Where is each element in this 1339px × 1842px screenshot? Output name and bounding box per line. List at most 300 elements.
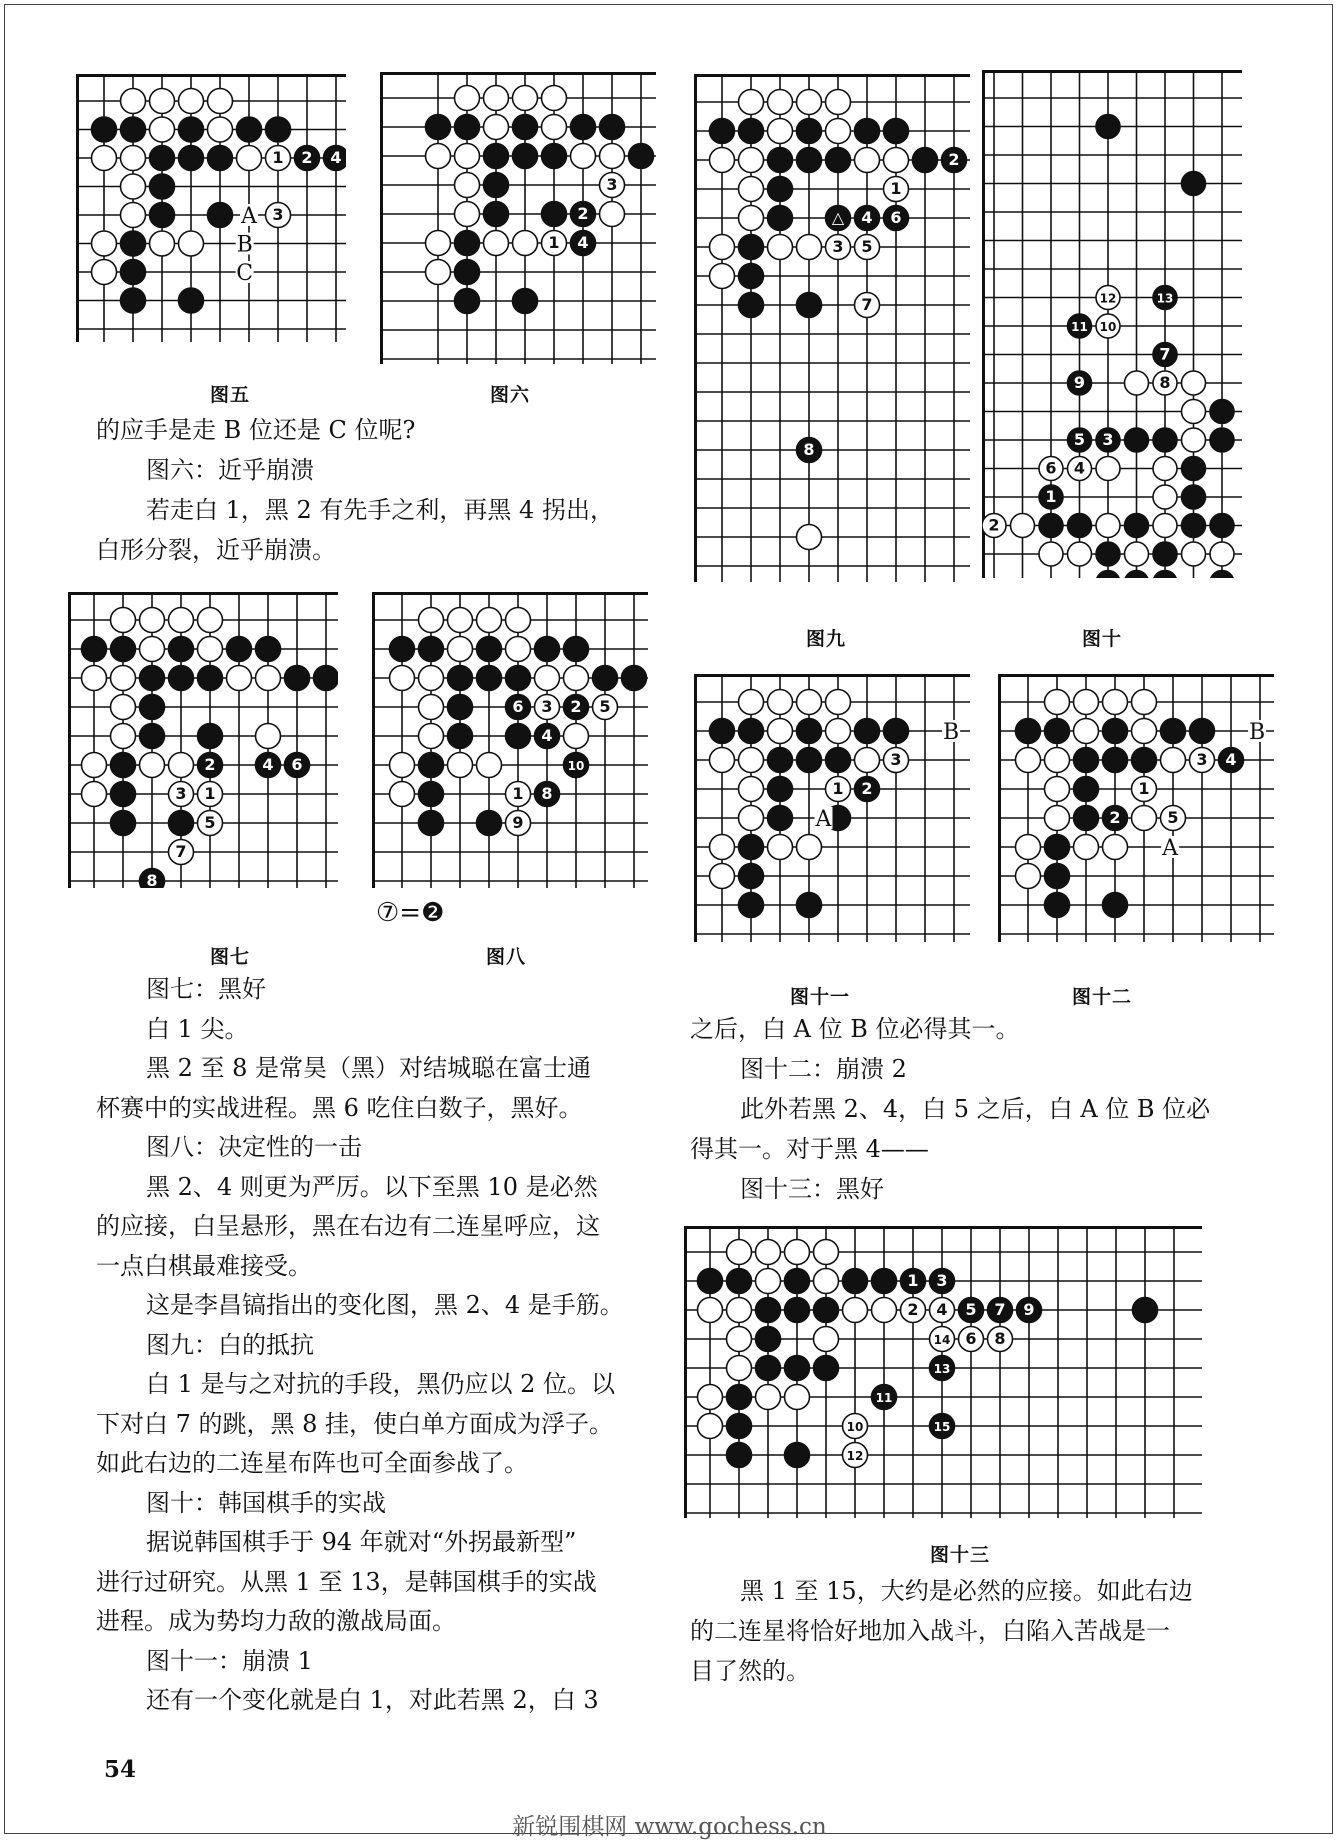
white-stone <box>727 1240 752 1265</box>
black-stone <box>513 144 538 169</box>
black-stone <box>1153 571 1177 579</box>
move-number-label: 2 <box>577 204 589 223</box>
white-stone <box>198 637 223 662</box>
white-stone <box>1103 690 1128 715</box>
text-line: 图十一：崩溃 1 <box>146 1646 313 1675</box>
board-fig8 <box>372 592 648 888</box>
white-stone <box>1074 690 1099 715</box>
white-stone <box>419 695 444 720</box>
white-stone <box>1210 542 1234 566</box>
go-board-svg <box>684 1226 1202 1518</box>
black-stone <box>285 666 310 691</box>
white-stone <box>1125 542 1149 566</box>
black-stone <box>814 1356 839 1381</box>
black-stone <box>826 206 851 231</box>
black-stone <box>484 173 509 198</box>
black-stone <box>140 666 165 691</box>
move-number-label: 1 <box>512 784 524 803</box>
black-stone <box>484 202 509 227</box>
black-stone <box>710 719 735 744</box>
black-stone <box>1132 748 1157 773</box>
board-fig6 <box>380 72 656 364</box>
white-stone <box>930 1298 955 1323</box>
black-stone <box>1182 172 1206 196</box>
white-stone <box>739 177 764 202</box>
go-board-svg <box>76 74 346 342</box>
white-stone <box>121 203 146 228</box>
black-stone <box>513 115 538 140</box>
black-stone <box>739 864 764 889</box>
go-board-svg <box>372 592 648 888</box>
white-stone <box>739 777 764 802</box>
black-stone <box>169 637 194 662</box>
move-number-label: 11 <box>875 1391 893 1405</box>
black-stone <box>1068 314 1092 338</box>
black-stone <box>455 260 480 285</box>
text-line: 下对白 7 的跳，黑 8 挂，使白单方面成为浮子。 <box>96 1409 614 1438</box>
text-line: 目了然的。 <box>690 1657 810 1685</box>
move-number-label: 6 <box>890 208 902 227</box>
move-number-label: 8 <box>803 440 815 459</box>
black-stone <box>884 719 909 744</box>
black-stone <box>1210 400 1234 424</box>
white-stone <box>814 1269 839 1294</box>
black-stone <box>855 777 880 802</box>
black-stone <box>739 719 764 744</box>
white-stone <box>884 748 909 773</box>
black-stone <box>1210 514 1234 538</box>
black-stone <box>455 231 480 256</box>
black-stone <box>1210 571 1234 579</box>
black-stone <box>942 148 967 173</box>
text-line: 图八：决定性的一击 <box>146 1133 362 1161</box>
white-stone <box>826 719 851 744</box>
black-stone <box>121 260 146 285</box>
go-board-svg <box>380 72 656 364</box>
footer-watermark: 新锐围棋网 www.gochess.cn <box>512 1814 827 1840</box>
move-number-label: 1 <box>204 784 216 803</box>
text-line: 这是李昌镐指出的变化图，黑 2、4 是手筋。 <box>146 1291 624 1319</box>
white-stone <box>92 260 117 285</box>
black-stone <box>150 146 175 171</box>
move-number-label: 2 <box>948 150 960 169</box>
white-stone <box>455 144 480 169</box>
black-stone <box>535 724 560 749</box>
move-number-label: 1 <box>1045 487 1057 506</box>
black-stone <box>698 1269 723 1294</box>
white-stone <box>179 89 204 114</box>
move-number-label: 4 <box>1225 750 1237 769</box>
white-stone <box>1045 777 1070 802</box>
move-number-label: 4 <box>936 1300 948 1319</box>
white-stone <box>571 144 596 169</box>
black-stone <box>448 666 473 691</box>
board-letter-mark: B <box>236 232 253 258</box>
text-line: 黑 1 至 15，大约是必然的应接。如此右边 <box>740 1577 1193 1605</box>
white-stone <box>826 777 851 802</box>
white-stone <box>506 637 531 662</box>
white-stone <box>1045 690 1070 715</box>
move-number-label: 1 <box>548 233 560 252</box>
board-fig10 <box>982 70 1242 578</box>
caption-fig6: 图六 <box>489 384 530 406</box>
white-stone <box>426 144 451 169</box>
move-number-label: 1 <box>1138 779 1150 798</box>
black-stone <box>768 806 793 831</box>
black-stone <box>111 811 136 836</box>
white-stone <box>1045 806 1070 831</box>
black-stone <box>506 695 531 720</box>
black-stone <box>855 719 880 744</box>
black-stone <box>121 231 146 256</box>
white-stone <box>593 695 618 720</box>
white-stone <box>237 146 262 171</box>
white-stone <box>484 231 509 256</box>
black-stone <box>179 117 204 142</box>
black-stone <box>285 753 310 778</box>
white-stone <box>698 1385 723 1410</box>
go-board-svg <box>982 70 1242 578</box>
black-stone <box>571 202 596 227</box>
black-stone <box>198 753 223 778</box>
white-stone <box>484 86 509 111</box>
white-stone <box>390 753 415 778</box>
white-stone <box>1039 542 1063 566</box>
white-stone <box>727 1356 752 1381</box>
white-stone <box>768 690 793 715</box>
black-stone <box>535 637 560 662</box>
white-stone <box>1190 748 1215 773</box>
white-stone <box>426 260 451 285</box>
white-stone <box>1016 864 1041 889</box>
black-stone <box>390 637 415 662</box>
white-stone <box>542 115 567 140</box>
black-stone <box>727 1443 752 1468</box>
white-stone <box>739 206 764 231</box>
text-line: 杯赛中的实战进程。黑 6 吃住白数子，黑好。 <box>96 1093 583 1122</box>
text-line: 图十三：黑好 <box>740 1175 884 1203</box>
white-stone <box>455 202 480 227</box>
white-stone <box>797 90 822 115</box>
black-stone <box>959 1298 984 1323</box>
black-stone <box>739 293 764 318</box>
white-stone <box>111 724 136 749</box>
black-stone <box>1096 115 1120 139</box>
white-stone <box>198 608 223 633</box>
white-stone <box>1125 371 1149 395</box>
black-stone <box>198 724 223 749</box>
black-stone <box>1161 719 1186 744</box>
white-stone <box>710 835 735 860</box>
white-stone <box>1182 542 1206 566</box>
white-stone <box>448 608 473 633</box>
black-stone <box>785 1356 810 1381</box>
move-number-label: 3 <box>541 697 553 716</box>
text-line: 还有一个变化就是白 1，对此若黑 2，白 3 <box>146 1686 599 1714</box>
black-stone <box>930 1356 955 1381</box>
text-line: 一点白棋最难接受。 <box>96 1251 312 1280</box>
black-stone <box>768 148 793 173</box>
black-stone <box>121 288 146 313</box>
white-stone <box>150 231 175 256</box>
white-stone <box>739 90 764 115</box>
white-stone <box>513 231 538 256</box>
white-stone <box>814 1327 839 1352</box>
black-stone <box>295 146 320 171</box>
move-number-label: 4 <box>1073 458 1086 478</box>
move-number-label: 2 <box>570 697 582 716</box>
white-stone <box>1132 777 1157 802</box>
board-fig9 <box>694 74 970 582</box>
text-line: 图十二：崩溃 2 <box>740 1055 907 1083</box>
black-stone <box>1045 835 1070 860</box>
move-number-label: 3 <box>272 205 284 224</box>
text-line: 此外若黑 2、4，白 5 之后，白 A 位 B 位必 <box>740 1095 1211 1123</box>
white-stone <box>826 235 851 260</box>
white-stone <box>843 1443 868 1468</box>
black-stone <box>1074 748 1099 773</box>
white-stone <box>600 144 625 169</box>
black-stone <box>1068 514 1092 538</box>
black-stone <box>797 748 822 773</box>
white-stone <box>1096 514 1120 538</box>
board-fig13 <box>684 1226 1202 1518</box>
black-stone <box>814 1298 839 1323</box>
black-stone <box>419 811 444 836</box>
black-stone <box>448 724 473 749</box>
text-line: 的应手是走 B 位还是 C 位呢? <box>96 416 416 444</box>
white-stone <box>1132 806 1157 831</box>
black-stone <box>797 293 822 318</box>
move-number-label: 7 <box>861 295 873 314</box>
black-stone <box>179 146 204 171</box>
black-stone <box>140 869 165 889</box>
black-stone <box>1103 806 1128 831</box>
board-letter-mark: B <box>1249 720 1266 745</box>
white-stone <box>208 89 233 114</box>
white-stone <box>1016 748 1041 773</box>
black-stone <box>506 666 531 691</box>
go-board-svg <box>694 74 970 582</box>
black-stone <box>739 264 764 289</box>
caption-fig7: 图七 <box>209 946 250 968</box>
white-stone <box>1182 428 1206 452</box>
move-number-label: 13 <box>933 1362 951 1376</box>
black-stone <box>1133 1298 1158 1323</box>
caption-fig9: 图九 <box>805 628 846 650</box>
white-stone <box>843 1414 868 1439</box>
black-stone <box>785 1443 810 1468</box>
white-stone <box>756 1240 781 1265</box>
white-stone <box>198 782 223 807</box>
move-number-label: 2 <box>988 515 1000 535</box>
white-stone <box>739 748 764 773</box>
text-line: 之后，白 A 位 B 位必得其一。 <box>690 1015 1020 1043</box>
text-line: 黑 2、4 则更为严厉。以下至黑 10 是必然 <box>146 1172 598 1201</box>
move-number-label: 3 <box>832 237 844 256</box>
white-stone <box>982 514 1006 538</box>
white-stone <box>855 293 880 318</box>
black-stone <box>768 748 793 773</box>
black-stone <box>1182 485 1206 509</box>
white-stone <box>111 608 136 633</box>
white-stone <box>542 86 567 111</box>
move-number-label: 9 <box>1023 1300 1035 1319</box>
move-number-label: 1 <box>832 779 844 798</box>
black-stone <box>564 637 589 662</box>
black-stone <box>169 666 194 691</box>
black-stone <box>1125 571 1149 579</box>
black-stone <box>111 782 136 807</box>
text-line: 若走白 1，黑 2 有先手之利，再黑 4 拐出， <box>146 496 614 524</box>
white-stone <box>448 753 473 778</box>
white-stone <box>1132 690 1157 715</box>
black-stone <box>198 666 223 691</box>
white-stone <box>82 666 107 691</box>
board-letter-mark: A <box>815 807 832 832</box>
text-line: 如此右边的二连星布阵也可全面参战了。 <box>96 1449 528 1477</box>
black-stone <box>477 637 502 662</box>
black-stone <box>797 719 822 744</box>
white-stone <box>739 148 764 173</box>
text-line: 图九：白的抵抗 <box>146 1330 314 1359</box>
white-stone <box>855 235 880 260</box>
black-stone <box>884 119 909 144</box>
black-stone <box>237 117 262 142</box>
white-stone <box>1153 457 1177 481</box>
move-number-label: 3 <box>1196 750 1208 769</box>
caption-fig10: 图十 <box>1081 628 1122 650</box>
move-number-label: 5 <box>1073 430 1086 449</box>
black-stone <box>1103 719 1128 744</box>
black-stone <box>785 1298 810 1323</box>
white-stone <box>484 115 509 140</box>
black-stone <box>208 203 233 228</box>
black-stone <box>1153 286 1177 310</box>
text-line: 白形分裂，近乎崩溃。 <box>96 536 336 564</box>
black-stone <box>564 695 589 720</box>
move-number-label: 6 <box>1045 458 1057 478</box>
white-stone <box>727 1327 752 1352</box>
white-stone <box>884 177 909 202</box>
black-stone <box>1153 428 1177 452</box>
black-stone <box>542 202 567 227</box>
move-number-label: 3 <box>175 784 187 803</box>
move-number-label: 5 <box>204 813 216 832</box>
black-stone <box>855 119 880 144</box>
black-stone <box>1125 514 1149 538</box>
black-stone <box>1039 514 1063 538</box>
black-stone <box>1068 428 1092 452</box>
black-stone <box>1125 428 1149 452</box>
white-stone <box>266 203 291 228</box>
black-stone <box>1045 893 1070 918</box>
white-stone <box>455 86 480 111</box>
black-stone <box>930 1414 955 1439</box>
white-stone <box>390 782 415 807</box>
white-stone <box>477 608 502 633</box>
board-letter-mark: A <box>241 204 257 229</box>
black-stone <box>314 666 339 691</box>
white-stone <box>82 753 107 778</box>
move-number-label: 4 <box>541 726 553 745</box>
white-stone <box>959 1327 984 1352</box>
white-stone <box>710 864 735 889</box>
white-stone <box>1153 514 1177 538</box>
go-board-svg <box>998 674 1274 942</box>
black-stone <box>901 1269 926 1294</box>
move-number-label: 8 <box>146 871 158 888</box>
board-fig7 <box>68 592 338 888</box>
white-stone <box>1096 286 1120 310</box>
black-stone <box>1096 571 1120 579</box>
white-stone <box>1153 371 1177 395</box>
black-stone <box>797 438 822 463</box>
white-stone <box>739 806 764 831</box>
black-stone <box>756 1356 781 1381</box>
white-stone <box>256 724 281 749</box>
black-stone <box>121 117 146 142</box>
white-stone <box>111 695 136 720</box>
white-stone <box>843 1298 868 1323</box>
white-stone <box>797 235 822 260</box>
move-number-label: 13 <box>1156 291 1174 306</box>
black-stone <box>542 144 567 169</box>
white-stone <box>419 608 444 633</box>
black-stone <box>535 782 560 807</box>
move-number-label: 3 <box>1102 430 1114 449</box>
white-stone <box>111 666 136 691</box>
white-stone <box>797 525 822 550</box>
white-stone <box>727 1298 752 1323</box>
black-stone <box>768 777 793 802</box>
white-stone <box>150 89 175 114</box>
white-stone <box>710 264 735 289</box>
white-stone <box>169 840 194 865</box>
white-stone <box>390 666 415 691</box>
black-stone <box>477 811 502 836</box>
black-stone <box>756 1298 781 1323</box>
black-stone <box>872 1269 897 1294</box>
white-stone <box>448 637 473 662</box>
move-number-label: 12 <box>1099 291 1117 306</box>
text-line: 的应接，白呈悬形，黑在右边有二连星呼应，这 <box>96 1212 600 1240</box>
page-number: 54 <box>104 1756 137 1783</box>
white-stone <box>1045 748 1070 773</box>
black-stone <box>506 724 531 749</box>
white-stone <box>768 835 793 860</box>
white-stone <box>564 666 589 691</box>
black-stone <box>1103 748 1128 773</box>
white-stone <box>600 173 625 198</box>
white-stone <box>419 666 444 691</box>
white-stone <box>768 119 793 144</box>
white-stone <box>1016 835 1041 860</box>
move-number-label: 7 <box>175 842 187 861</box>
black-stone <box>571 115 596 140</box>
move-number-label: 5 <box>861 237 873 256</box>
white-stone <box>1074 835 1099 860</box>
white-stone <box>266 146 291 171</box>
black-stone <box>1096 428 1120 452</box>
go-board-svg <box>68 592 338 888</box>
black-stone <box>150 203 175 228</box>
white-stone <box>698 1298 723 1323</box>
board-letter-mark: C <box>236 261 254 286</box>
black-stone <box>150 174 175 199</box>
black-stone <box>988 1298 1013 1323</box>
black-stone <box>1153 542 1177 566</box>
